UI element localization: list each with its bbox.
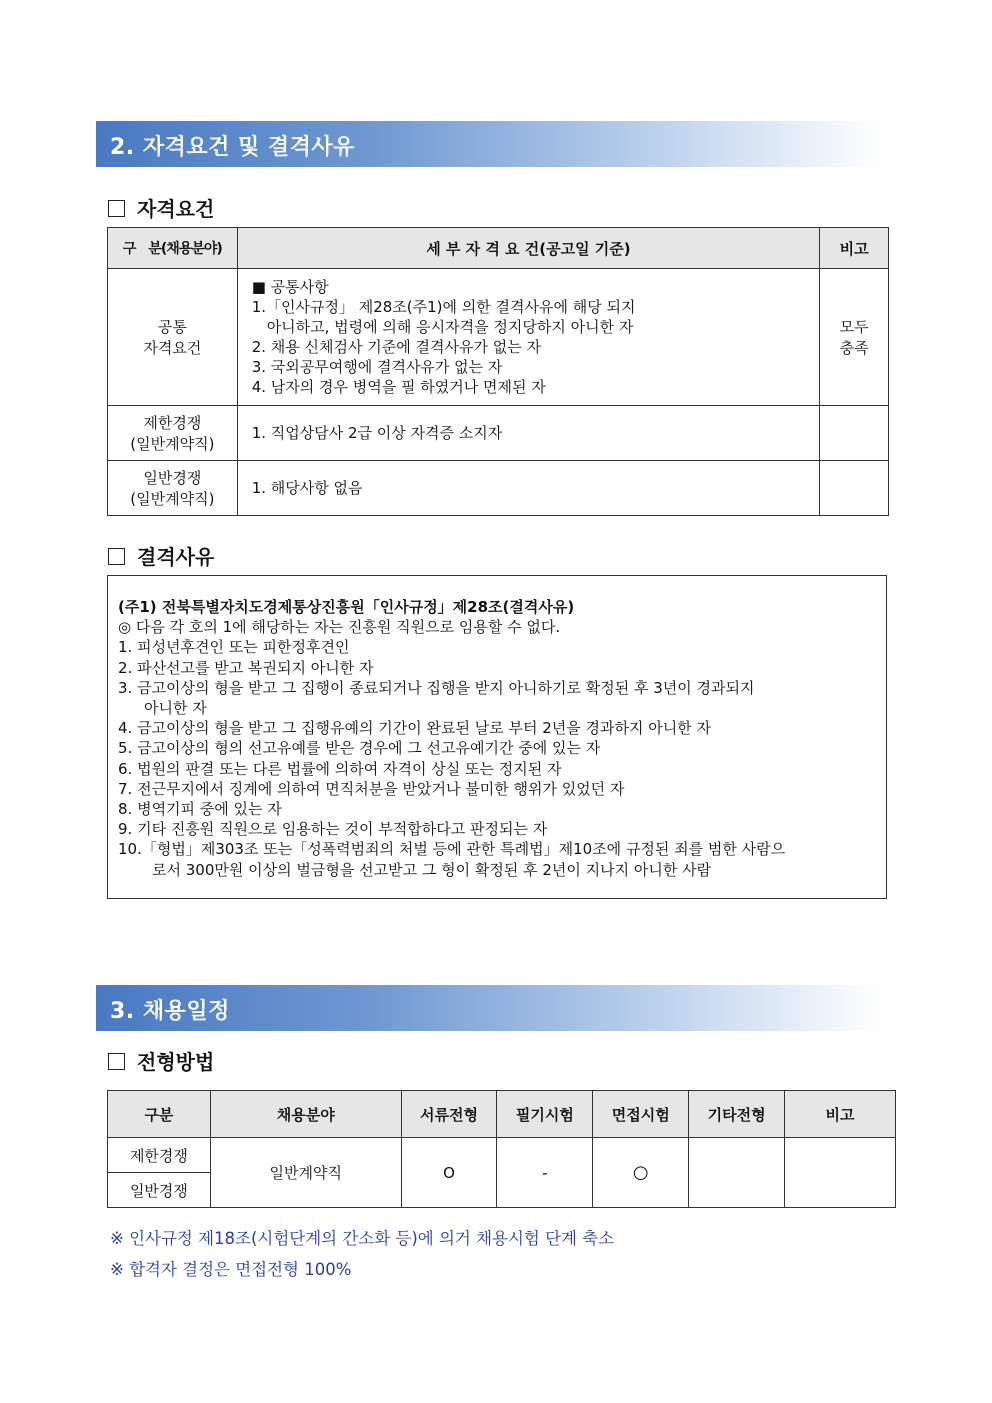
section-2-title: 2. 자격요건 및 결격사유 xyxy=(110,135,355,160)
table-row xyxy=(108,406,889,461)
list-item: 9. 기타 진흥원 직원으로 임용하는 것이 부적합하다고 판정되는 자 xyxy=(118,820,548,839)
note-cell: 모두 충족 xyxy=(820,269,889,406)
note-cell xyxy=(820,406,889,461)
table-row xyxy=(108,1138,896,1173)
list-item: 10.「형법」제303조 또는「성폭력범죄의 처벌 등에 관한 특례법」제10조에 규정된 죄를 범한 사람으 xyxy=(118,840,786,859)
header-division: 구분 xyxy=(108,1091,211,1138)
table-header-row xyxy=(108,228,889,269)
table-header-row xyxy=(108,1091,896,1138)
selection-method-table xyxy=(107,1090,896,1208)
section-2-banner xyxy=(96,121,882,167)
division-cell: 제한경쟁 xyxy=(108,1138,211,1173)
table-row xyxy=(108,461,889,516)
disqualifications-heading: 결격사유 xyxy=(108,541,214,570)
document-cell: O xyxy=(401,1138,497,1208)
header-document: 서류전형 xyxy=(401,1091,497,1138)
list-item: 1. 피성년후견인 또는 피한정후견인 xyxy=(118,638,350,657)
list-item: 8. 병역기피 중에 있는 자 xyxy=(118,800,282,819)
note-line: ※ 합격자 결정은 면접전형 100% xyxy=(110,1260,352,1279)
list-item: 아니한 자 xyxy=(144,699,207,718)
list-item: 5. 금고이상의 형의 선고유예를 받은 경우에 그 선고유예기간 중에 있는 자 xyxy=(118,739,601,758)
field-cell: 일반계약직 xyxy=(210,1138,401,1208)
section-3-title: 3. 채용일정 xyxy=(110,999,230,1024)
header-written: 필기시험 xyxy=(497,1091,593,1138)
checkbox-square-icon xyxy=(108,1053,125,1070)
category-cell: 일반경쟁 (일반계약직) xyxy=(108,461,238,516)
checkbox-square-icon xyxy=(108,200,125,217)
division-cell: 일반경쟁 xyxy=(108,1173,211,1208)
disqualifications-title: (주1) 전북특별자치도경제통상진흥원「인사규정」제28조(결격사유) xyxy=(118,598,575,616)
note-line: ※ 인사규정 제18조(시험단계의 간소화 등)에 의거 채용시험 단계 축소 xyxy=(110,1229,615,1248)
header-category: 구 분(채용분야) xyxy=(108,228,238,269)
other-cell xyxy=(689,1138,785,1208)
written-cell: - xyxy=(497,1138,593,1208)
checkbox-square-icon xyxy=(108,548,125,565)
list-item: 4. 금고이상의 형을 받고 그 집행유예의 기간이 완료된 날로 부터 2년을 경과하지 아니한 자 xyxy=(118,719,711,738)
header-details: 세 부 자 격 요 건(공고일 기준) xyxy=(237,228,819,269)
qualifications-heading: 자격요건 xyxy=(108,193,214,222)
category-cell: 제한경쟁 (일반계약직) xyxy=(108,406,238,461)
list-item: 6. 법원의 판결 또는 다른 법률에 의하여 자격이 상실 또는 정지된 자 xyxy=(118,759,562,778)
section-3-banner xyxy=(96,985,882,1031)
header-other: 기타전형 xyxy=(689,1091,785,1138)
details-cell: ■ 공통사항 1.「인사규정」 제28조(주1)에 의한 결격사유에 해당 되지 아니하고, 법령에 의해 응시자격을 정지당하지 아니한 자 2. 채용 신체검사 기준에 결격사유가 없는 자 3. 국외공무여행에 결격사유가 없는 자 4. 남자의 경우 병역을 필 하였거나 면제된 자 xyxy=(237,269,819,406)
list-item: 7. 전근무지에서 징계에 의하여 면직처분을 받았거나 불미한 행위가 있었던 자 xyxy=(118,779,625,798)
table-row xyxy=(108,269,889,406)
method-heading: 전형방법 xyxy=(108,1046,214,1075)
header-note: 비고 xyxy=(785,1091,896,1138)
list-item: 로서 300만원 이상의 벌금형을 선고받고 그 형이 확정된 후 2년이 지나지 아니한 사람 xyxy=(152,860,712,879)
details-cell: 1. 직업상담사 2급 이상 자격증 소지자 xyxy=(237,406,819,461)
header-interview: 면접시험 xyxy=(593,1091,689,1138)
note-cell xyxy=(820,461,889,516)
category-cell: 공통 자격요건 xyxy=(108,269,238,406)
note-cell xyxy=(785,1138,896,1208)
list-item: ◎ 다음 각 호의 1에 해당하는 자는 진흥원 직원으로 임용할 수 없다. xyxy=(118,618,561,637)
header-field: 채용분야 xyxy=(210,1091,401,1138)
list-item: 2. 파산선고를 받고 복권되지 아니한 자 xyxy=(118,658,374,677)
details-cell: 1. 해당사항 없음 xyxy=(237,461,819,516)
interview-cell: ○ xyxy=(593,1138,689,1208)
qualifications-table xyxy=(107,227,889,516)
header-note: 비고 xyxy=(820,228,889,269)
list-item: 3. 금고이상의 형을 받고 그 집행이 종료되거나 집행을 받지 아니하기로 확정된 후 3년이 경과되지 xyxy=(118,678,755,697)
disqualifications-box xyxy=(107,575,887,899)
